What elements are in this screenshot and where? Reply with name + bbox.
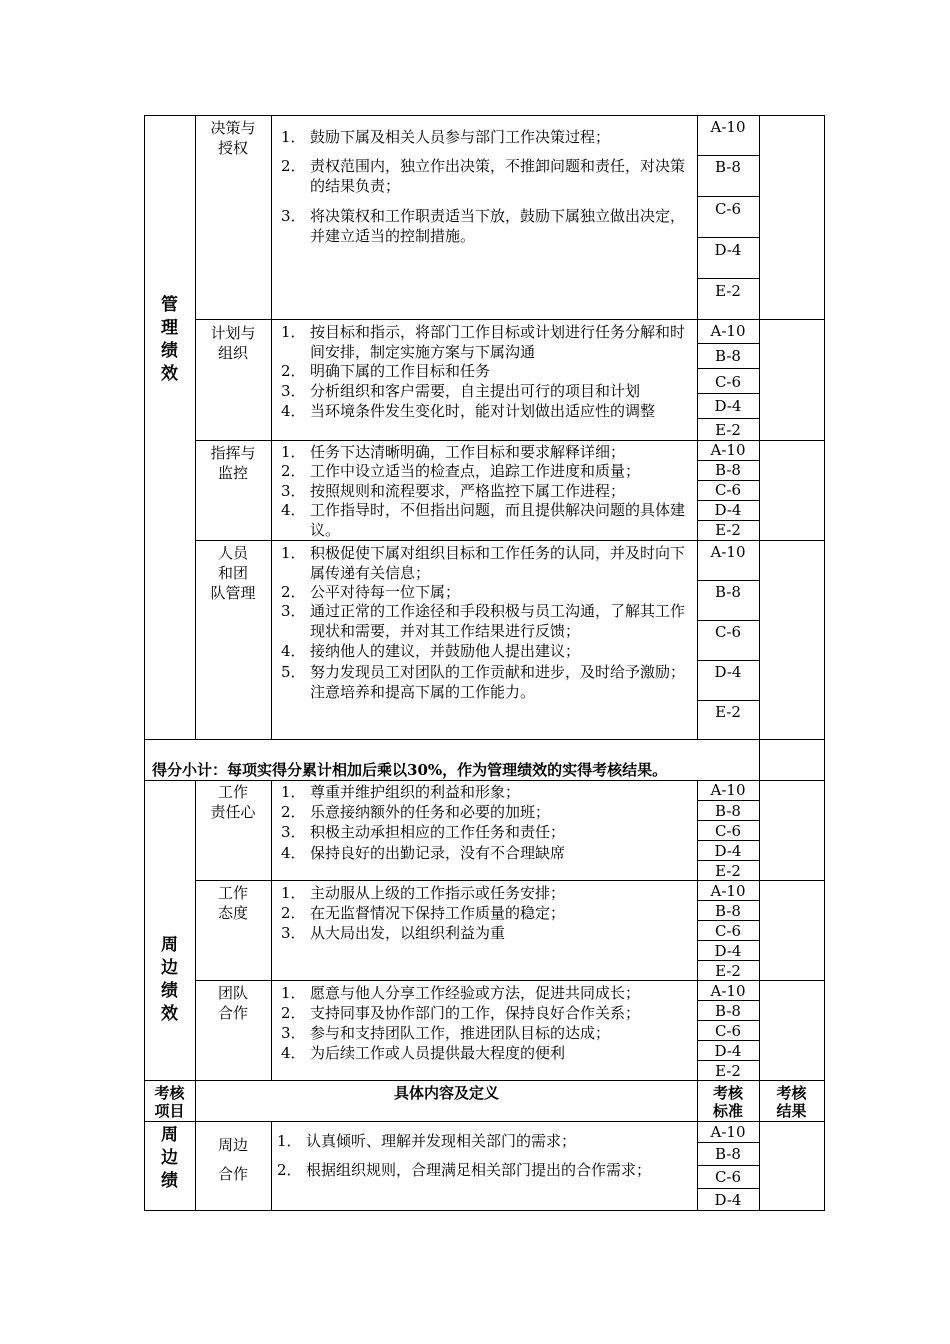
grade-c: C-6 [714, 1168, 742, 1186]
grade-d: D-4 [714, 663, 742, 681]
grade-b: B-8 [715, 1002, 741, 1020]
table-left-border [144, 115, 145, 1211]
list-item: 3． 按照规则和流程要求，严格监控下属工作进程； [281, 482, 626, 500]
col-line-standard [759, 115, 760, 1211]
category-peripheral-performance-continued: 周 边 绩 [161, 1125, 178, 1191]
grade-d: D-4 [714, 397, 742, 415]
list-item: 1． 尊重并维护组织的利益和形象； [281, 783, 521, 801]
grade-line [697, 1188, 759, 1189]
list-item: 2． 乐意接纳额外的任务和必要的加班； [281, 803, 551, 821]
grade-line [697, 368, 759, 369]
list-item: 2． 在无监督情况下保持工作质量的稳定； [281, 904, 566, 922]
list-item: 3． 从大局出发，以组织利益为重 [281, 924, 506, 942]
row-line [195, 540, 825, 541]
grade-line [697, 700, 759, 701]
grade-line [697, 1020, 759, 1021]
grade-b: B-8 [715, 802, 741, 820]
grade-c: C-6 [714, 200, 742, 218]
grade-e: E-2 [715, 703, 741, 721]
grade-a: A-10 [710, 781, 746, 799]
list-item: 2． 工作中设立适当的检查点，追踪工作进度和质量； [281, 462, 641, 480]
grade-line [697, 196, 759, 197]
row-line [195, 319, 825, 320]
grade-a: A-10 [710, 322, 746, 340]
grade-c: C-6 [714, 623, 742, 641]
subitem-planning-organization: 计划与 组织 [210, 324, 256, 362]
list-item: 2． 明确下属的工作目标和任务 [281, 362, 491, 380]
grade-b: B-8 [715, 461, 741, 479]
grade-b: B-8 [715, 347, 741, 365]
grade-c: C-6 [714, 1022, 742, 1040]
grade-e: E-2 [715, 962, 741, 980]
grade-d: D-4 [714, 1042, 742, 1060]
grade-line [697, 820, 759, 821]
header-content-definition: 具体内容及定义 [393, 1084, 499, 1102]
grade-line [697, 278, 759, 279]
grade-a: A-10 [710, 882, 746, 900]
grade-line [697, 840, 759, 841]
grade-line [697, 900, 759, 901]
grade-c: C-6 [714, 922, 742, 940]
header-assessment-item: 考核 项目 [154, 1084, 185, 1120]
list-item: 2． 责权范围内，独立作出决策，不推卸问题和责任，对决策的结果负责； [281, 157, 686, 195]
grade-line [697, 920, 759, 921]
grade-d: D-4 [714, 501, 742, 519]
list-item: 4． 当环境条件发生变化时，能对计划做出适应性的调整 [281, 402, 656, 420]
grade-e: E-2 [715, 421, 741, 439]
grade-b: B-8 [715, 902, 741, 920]
management-subtotal-note: 得分小计：每项实得分累计相加后乘以30%，作为管理绩效的实得考核结果。 [152, 761, 668, 779]
grade-line [697, 343, 759, 344]
list-item: 3． 积极主动承担相应的工作任务和责任； [281, 823, 566, 841]
grade-e: E-2 [715, 1062, 741, 1080]
header-assessment-result: 考核 结果 [776, 1084, 807, 1120]
grade-line [697, 393, 759, 394]
col-line-subitem [271, 115, 272, 740]
subitem-work-responsibility: 工作 责任心 [210, 783, 256, 821]
grade-a: A-10 [710, 118, 746, 136]
grade-line [697, 1040, 759, 1041]
list-item: 4． 为后续工作或人员提供最大程度的便利 [281, 1044, 566, 1062]
subitem-work-attitude: 工作 态度 [217, 884, 248, 922]
category-peripheral-performance: 周 边 绩 效 [161, 935, 178, 1024]
grade-c: C-6 [714, 822, 742, 840]
grade-b: B-8 [715, 158, 741, 176]
list-item: 2． 支持同事及协作部门的工作，保持良好合作关系； [281, 1004, 641, 1022]
grade-d: D-4 [714, 241, 742, 259]
grade-line [697, 1142, 759, 1143]
list-item: 4． 保持良好的出勤记录，没有不合理缺席 [281, 844, 566, 862]
grade-line [697, 660, 759, 661]
grade-d: D-4 [714, 1191, 742, 1209]
list-item: 5． 努力发现员工对团队的工作贡献和进步，及时给予激励；注意培养和提高下属的工作能力。 [281, 663, 686, 701]
subitem-people-team-management: 人员 和团 队管理 [210, 544, 256, 602]
table-right-border [824, 115, 825, 1211]
row-line [144, 1080, 825, 1081]
list-item: 3． 通过正常的工作途径和手段积极与员工沟通，了解其工作现状和需要，并对其工作结果进行反馈； [281, 602, 686, 640]
category-management-performance: 管 理 绩 效 [161, 295, 178, 384]
grade-line [697, 155, 759, 156]
subitem-decision-authorization: 决策与 授权 [210, 119, 256, 157]
list-item: 1． 主动服从上级的工作指示或任务安排； [281, 884, 566, 902]
grade-c: C-6 [714, 373, 742, 391]
list-item: 1． 任务下达清晰明确，工作目标和要求解释详细； [281, 443, 626, 461]
col-line-subitem-2 [271, 780, 272, 1081]
list-item: 2． 公平对待每一位下属； [281, 583, 461, 601]
row-line [195, 980, 825, 981]
subitem-command-monitoring: 指挥与 监控 [210, 444, 256, 482]
grade-b: B-8 [715, 583, 741, 601]
list-item: 1． 愿意与他人分享工作经验或方法，促进共同成长； [281, 984, 641, 1002]
grade-a: A-10 [710, 982, 746, 1000]
grade-e: E-2 [715, 282, 741, 300]
list-item: 3． 将决策权和工作职责适当下放，鼓励下属独立做出决定，并建立适当的控制措施。 [281, 207, 686, 245]
grade-line [697, 620, 759, 621]
grade-e: E-2 [715, 862, 741, 880]
list-item: 1． 按目标和指示，将部门工作目标或计划进行任务分解和时间安排，制定实施方案与下属沟通 [281, 323, 686, 361]
list-item: 3． 参与和支持团队工作，推进团队目标的达成； [281, 1024, 611, 1042]
grade-line [697, 860, 759, 861]
row-line [144, 1121, 825, 1122]
grade-b: B-8 [715, 1145, 741, 1163]
grade-line [697, 418, 759, 419]
row-line [144, 739, 825, 740]
list-item: 2． 根据组织规则，合理满足相关部门提出的合作需求； [277, 1161, 652, 1179]
grade-line [697, 1060, 759, 1061]
table-bottom-border [144, 1210, 825, 1211]
grade-line [697, 237, 759, 238]
grade-d: D-4 [714, 842, 742, 860]
subitem-teamwork: 团队 合作 [217, 984, 248, 1022]
grade-line [697, 580, 759, 581]
header-assessment-standard: 考核 标准 [712, 1084, 743, 1120]
grade-line [697, 800, 759, 801]
col-line-subitem-3 [271, 1121, 272, 1211]
grade-line [697, 940, 759, 941]
grade-line [697, 1165, 759, 1166]
grade-line [697, 1000, 759, 1001]
grade-a: A-10 [710, 441, 746, 459]
grade-e: E-2 [715, 521, 741, 539]
list-item: 3． 分析组织和客户需要，自主提出可行的项目和计划 [281, 382, 641, 400]
grade-d: D-4 [714, 942, 742, 960]
row-line [195, 880, 825, 881]
list-item: 1． 积极促使下属对组织目标和工作任务的认同，并及时向下属传递有关信息； [281, 544, 686, 582]
table-top-border [144, 115, 825, 116]
list-item: 4． 接纳他人的建议，并鼓励他人提出建议； [281, 642, 581, 660]
grade-c: C-6 [714, 481, 742, 499]
col-line-category [195, 115, 196, 740]
list-item: 4． 工作指导时，不但指出问题，而且提供解决问题的具体建议。 [281, 501, 686, 539]
list-item: 1． 认真倾听、理解并发现相关部门的需求； [277, 1132, 577, 1150]
list-item: 1． 鼓励下属及相关人员参与部门工作决策过程； [281, 128, 611, 146]
grade-a: A-10 [710, 1123, 746, 1141]
grade-line [697, 960, 759, 961]
subitem-peripheral-cooperation: 周边 合作 [217, 1136, 248, 1183]
grade-a: A-10 [710, 543, 746, 561]
